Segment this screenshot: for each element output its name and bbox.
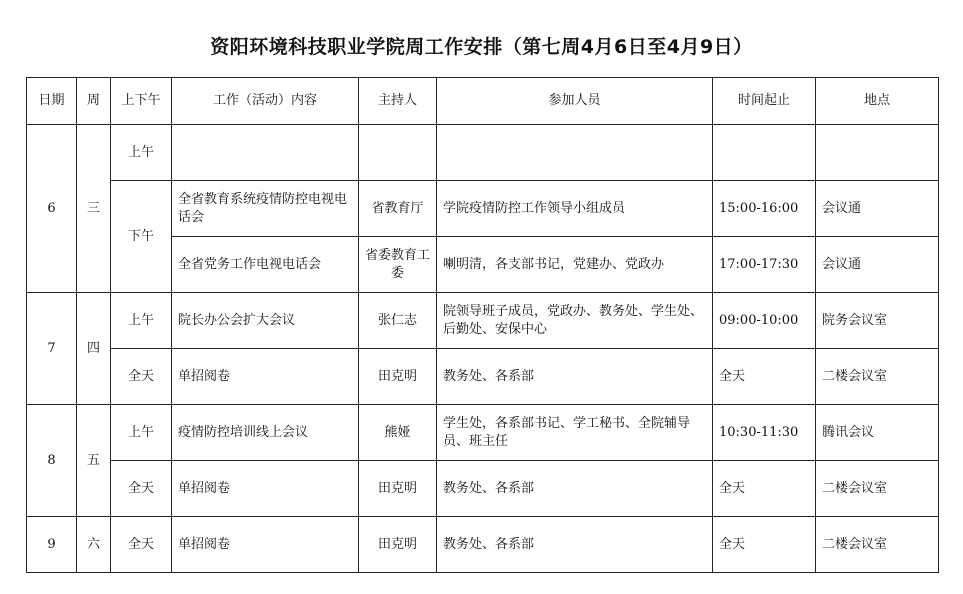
schedule-table xyxy=(26,77,939,573)
host-cell: 田克明 xyxy=(359,517,437,573)
header-host: 主持人 xyxy=(359,78,437,125)
table-row xyxy=(27,293,939,349)
participants-cell: 教务处、各系部 xyxy=(437,349,713,405)
header-work: 工作（活动）内容 xyxy=(172,78,359,125)
time-cell: 15:00-16:00 xyxy=(713,181,816,237)
page-title: 资阳环境科技职业学院周工作安排（第七周4月6日至4月9日） xyxy=(210,36,753,58)
host-cell: 熊娅 xyxy=(359,405,437,461)
header-participants: 参加人员 xyxy=(437,78,713,125)
participants-cell: 院领导班子成员，党政办、教务处、学生处、后勤处、安保中心 xyxy=(437,293,713,349)
time-cell: 全天 xyxy=(713,349,816,405)
table-row xyxy=(27,349,939,405)
period-cell: 上午 xyxy=(111,125,172,181)
date-cell: 9 xyxy=(27,517,77,573)
time-cell: 全天 xyxy=(713,461,816,517)
work-cell: 疫情防控培训线上会议 xyxy=(172,405,359,461)
time-cell: 17:00-17:30 xyxy=(713,237,816,293)
location-cell: 腾讯会议 xyxy=(816,405,939,461)
time-cell: 10:30-11:30 xyxy=(713,405,816,461)
header-week: 周 xyxy=(77,78,111,125)
date-cell: 8 xyxy=(27,405,77,517)
participants-cell: 学院疫情防控工作领导小组成员 xyxy=(437,181,713,237)
table-row xyxy=(27,461,939,517)
location-cell: 会议通 xyxy=(816,181,939,237)
work-cell xyxy=(172,125,359,181)
location-cell: 二楼会议室 xyxy=(816,349,939,405)
host-cell: 省教育厅 xyxy=(359,181,437,237)
period-cell: 下午 xyxy=(111,181,172,293)
table-row xyxy=(27,125,939,181)
location-cell xyxy=(816,125,939,181)
host-cell: 省委教育工委 xyxy=(359,237,437,293)
work-cell: 单招阅卷 xyxy=(172,461,359,517)
header-date: 日期 xyxy=(27,78,77,125)
table-row xyxy=(27,517,939,573)
table-row xyxy=(27,181,939,237)
weekday-cell: 六 xyxy=(77,517,111,573)
work-cell: 全省教育系统疫情防控电视电话会 xyxy=(172,181,359,237)
date-cell: 7 xyxy=(27,293,77,405)
work-cell: 全省党务工作电视电话会 xyxy=(172,237,359,293)
participants-cell: 教务处、各系部 xyxy=(437,517,713,573)
weekday-cell: 五 xyxy=(77,405,111,517)
time-cell xyxy=(713,125,816,181)
period-cell: 全天 xyxy=(111,517,172,573)
host-cell: 田克明 xyxy=(359,461,437,517)
participants-cell xyxy=(437,125,713,181)
table-row xyxy=(27,405,939,461)
header-row xyxy=(27,78,939,125)
work-cell: 单招阅卷 xyxy=(172,349,359,405)
participants-cell: 喇明清，各支部书记，党建办、党政办 xyxy=(437,237,713,293)
weekday-cell: 四 xyxy=(77,293,111,405)
location-cell: 二楼会议室 xyxy=(816,461,939,517)
work-cell: 院长办公会扩大会议 xyxy=(172,293,359,349)
period-cell: 全天 xyxy=(111,349,172,405)
host-cell xyxy=(359,125,437,181)
time-cell: 全天 xyxy=(713,517,816,573)
participants-cell: 学生处，各系部书记、学工秘书、全院辅导员、班主任 xyxy=(437,405,713,461)
header-time: 时间起止 xyxy=(713,78,816,125)
location-cell: 院务会议室 xyxy=(816,293,939,349)
location-cell: 二楼会议室 xyxy=(816,517,939,573)
weekday-cell: 三 xyxy=(77,125,111,293)
date-cell: 6 xyxy=(27,125,77,293)
header-period: 上下午 xyxy=(111,78,172,125)
host-cell: 田克明 xyxy=(359,349,437,405)
period-cell: 上午 xyxy=(111,405,172,461)
period-cell: 全天 xyxy=(111,461,172,517)
location-cell: 会议通 xyxy=(816,237,939,293)
period-cell: 上午 xyxy=(111,293,172,349)
participants-cell: 教务处、各系部 xyxy=(437,461,713,517)
header-location: 地点 xyxy=(816,78,939,125)
work-cell: 单招阅卷 xyxy=(172,517,359,573)
time-cell: 09:00-10:00 xyxy=(713,293,816,349)
host-cell: 张仁志 xyxy=(359,293,437,349)
